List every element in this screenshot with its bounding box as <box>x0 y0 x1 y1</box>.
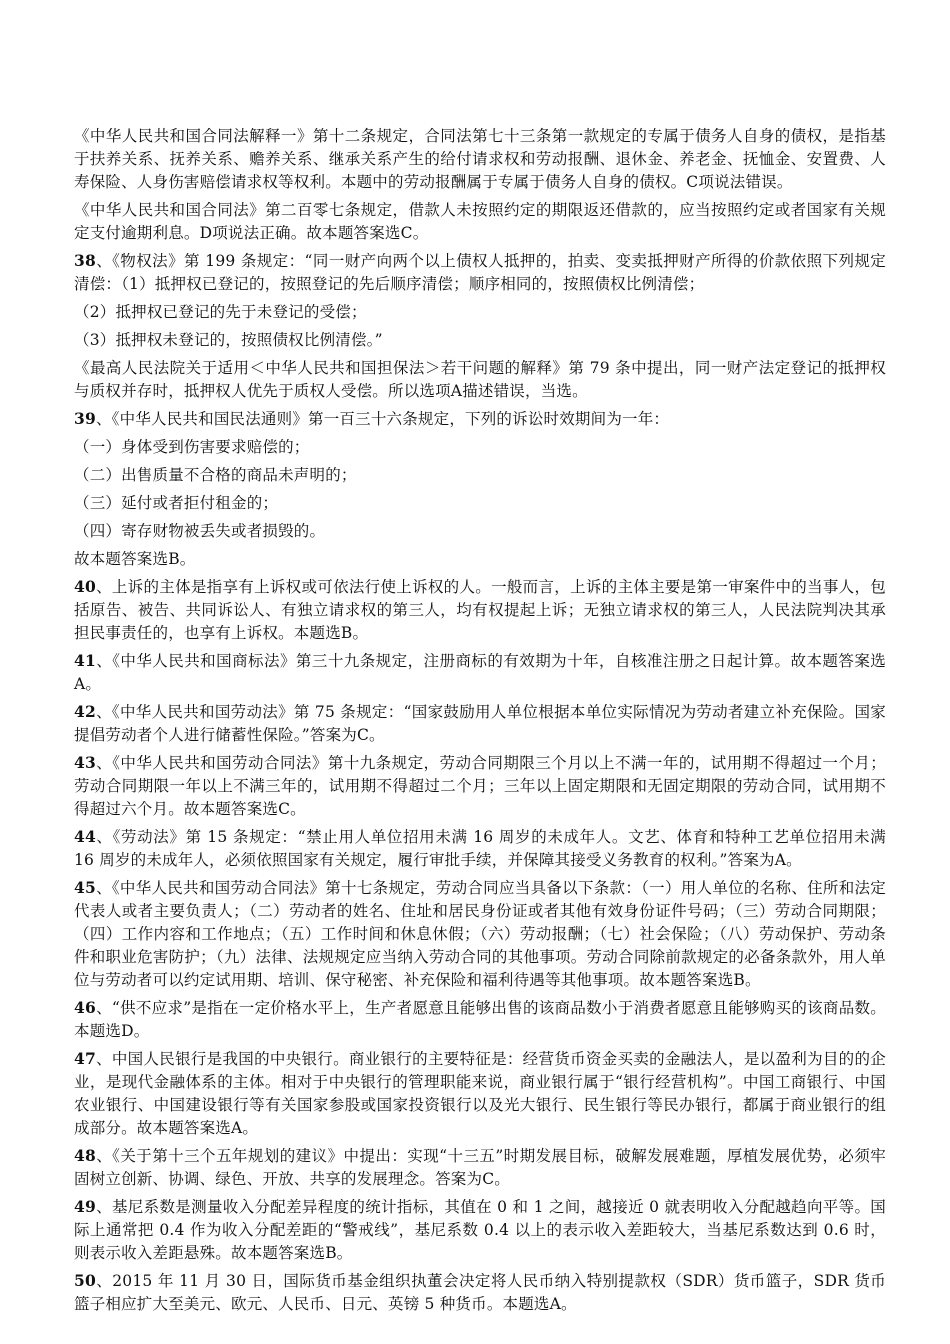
paragraph: （三）延付或者拒付租金的； <box>74 494 279 512</box>
paragraph: 42、《中华人民共和国劳动法》第 75 条规定：“国家鼓励用人单位根据本单位实际情况为劳动者建立补充保险。国家提倡劳动者个人进行储蓄性保险。”答案为C。 <box>74 702 886 744</box>
paragraph: 38、《物权法》第 199 条规定：“同一财产向两个以上债权人抵押的，拍卖、变卖抵押财产所得的价款依照下列规定清偿：（1）抵押权已登记的，按照登记的先后顺序清偿；顺序相同的，按照债权比例清偿； <box>74 251 886 293</box>
paragraph: （3）抵押权未登记的，按照债权比例清偿。” <box>74 331 383 349</box>
paragraph: 《中华人民共和国合同法》第二百零七条规定，借款人未按照约定的期限返还借款的，应当按照约定或者国家有关规定支付逾期利息。D项说法正确。故本题答案选C。 <box>74 201 886 242</box>
document-page <box>74 124 886 1320</box>
paragraph: 43、《中华人民共和国劳动合同法》第十九条规定，劳动合同期限三个月以上不满一年的，试用期不得超过一个月；劳动合同期限一年以上不满三年的，试用期不得超过二个月；三年以上固定期限和无固定期限的劳动合同，试用期不得超过六个月。故本题答案选C。 <box>74 753 886 818</box>
paragraph: 39、《中华人民共和国民法通则》第一百三十六条规定，下列的诉讼时效期间为一年： <box>74 409 670 428</box>
paragraph: （一）身体受到伤害要求赔偿的； <box>74 438 310 456</box>
paragraph: 《中华人民共和国合同法解释一》第十二条规定，合同法第七十三条第一款规定的专属于债务人自身的债权，是指基于扶养关系、抚养关系、赡养关系、继承关系产生的给付请求权和劳动报酬、退休金、养老金、抚恤金、安置费、人寿保险、人身伤害赔偿请求权等权利。本题中的劳动报酬属于专属于债务人自身的债权。C项说法错误。 <box>74 127 886 191</box>
paragraph: 《最高人民法院关于适用＜中华人民共和国担保法＞若干问题的解释》第 79 条中提出，同一财产法定登记的抵押权与质权并存时，抵押权人优先于质权人受偿。所以选项A描述错误，当选。 <box>74 359 886 400</box>
paragraph: 44、《劳动法》第 15 条规定：“禁止用人单位招用未满 16 周岁的未成年人。文艺、体育和特种工艺单位招用未满 16 周岁的未成年人，必须依照国家有关规定，履行审批手续，并保障其接受义务教育的权利。”答案为A。 <box>74 827 886 869</box>
paragraph: 46、“供不应求”是指在一定价格水平上，生产者愿意且能够出售的该商品数小于消费者愿意且能够购买的该商品数。本题选D。 <box>74 998 886 1040</box>
paragraph: （四）寄存财物被丢失或者损毁的。 <box>74 522 326 540</box>
paragraph: 45、《中华人民共和国劳动合同法》第十七条规定，劳动合同应当具备以下条款：（一）用人单位的名称、住所和法定代表人或者主要负责人；（二）劳动者的姓名、住址和居民身份证或者其他有效身份证件号码；（三）劳动合同期限；（四）工作内容和工作地点；（五）工作时间和休息休假；（六）劳动报酬；（七）社会保险；（八）劳动保护、劳动条件和职业危害防护；（九）法律、法规规定应当纳入劳动合同的其他事项。劳动合同除前款规定的必备条款外，用人单位与劳动者可以约定试用期、培训、保守秘密、补充保险和福利待遇等其他事项。故本题答案选B。 <box>74 878 886 989</box>
paragraph: 50、2015 年 11 月 30 日，国际货币基金组织执董会决定将人民币纳入特别提款权（SDR）货币篮子，SDR 货币篮子相应扩大至美元、欧元、人民币、日元、英镑 5 种货币。本题选A。 <box>74 1271 886 1313</box>
paragraph: 47、中国人民银行是我国的中央银行。商业银行的主要特征是：经营货币资金买卖的金融法人，是以盈利为目的的企业，是现代金融体系的主体。相对于中央银行的管理职能来说，商业银行属于“银行经营机构”。中国工商银行、中国农业银行、中国建设银行等有关国家参股或国家投资银行以及光大银行、民生银行等民办银行，都属于商业银行的组成部分。故本题答案选A。 <box>74 1049 886 1137</box>
paragraph: 41、《中华人民共和国商标法》第三十九条规定，注册商标的有效期为十年，自核准注册之日起计算。故本题答案选A。 <box>74 651 886 693</box>
paragraph: 48、《关于第十三个五年规划的建议》中提出：实现“十三五”时期发展目标，破解发展难题，厚植发展优势，必须牢固树立创新、协调、绿色、开放、共享的发展理念。答案为C。 <box>74 1146 886 1188</box>
paragraph: （2）抵押权已登记的先于未登记的受偿； <box>74 303 367 321</box>
paragraph: 故本题答案选B。 <box>74 550 196 568</box>
paragraph: 49、基尼系数是测量收入分配差异程度的统计指标，其值在 0 和 1 之间，越接近 0 就表明收入分配越趋向平等。国际上通常把 0.4 作为收入分配差距的“警戒线”，基尼系数 0.4 以上的表示收入差距较大，当基尼系数达到 0.6 时，则表示收入差距悬殊。故本题答案选B。 <box>74 1197 886 1262</box>
paragraph: （二）出售质量不合格的商品未声明的； <box>74 466 357 484</box>
paragraph: 40、上诉的主体是指享有上诉权或可依法行使上诉权的人。一般而言，上诉的主体主要是第一审案件中的当事人，包括原告、被告、共同诉讼人、有独立请求权的第三人，均有权提起上诉；无独立请求权的第三人，人民法院判决其承担民事责任的，也享有上诉权。本题选B。 <box>74 577 886 642</box>
